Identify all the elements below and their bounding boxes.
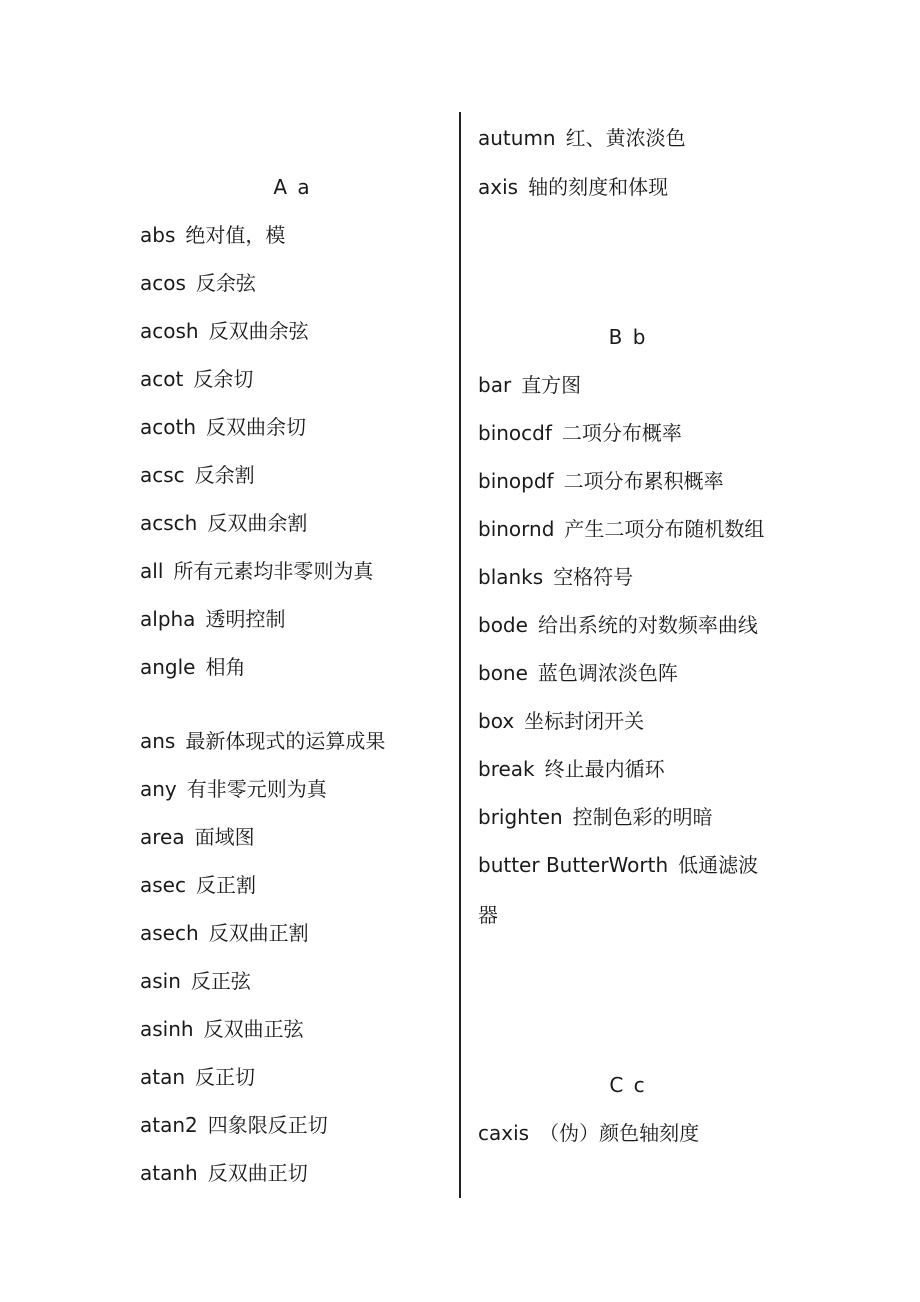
- entry-desc: 相角: [205, 655, 246, 679]
- entry-term: ans: [140, 729, 176, 753]
- entry-acsch: [140, 510, 307, 536]
- entry-desc: 空格符号: [553, 565, 634, 589]
- entry-term: bode: [478, 613, 528, 637]
- entry-desc: 反双曲正割: [208, 921, 309, 945]
- entry-term: asec: [140, 873, 186, 897]
- entry-caxis: [478, 1120, 699, 1146]
- entry-autumn: [478, 125, 686, 151]
- entry-desc: 产生二项分布随机数组: [564, 517, 765, 541]
- entry-term: acsch: [140, 511, 198, 535]
- entry-term: angle: [140, 655, 196, 679]
- entry-term: box: [478, 709, 515, 733]
- entry-term: acosh: [140, 319, 199, 343]
- entry-blanks: [478, 564, 633, 590]
- entry-term: acot: [140, 367, 184, 391]
- entry-atan2: [140, 1112, 328, 1138]
- entry-asech: [140, 920, 309, 946]
- entry-term: break: [478, 757, 535, 781]
- entry-desc: 反正割: [195, 873, 256, 897]
- entry-desc: 面域图: [194, 825, 255, 849]
- entry-ans: [140, 728, 385, 754]
- entry-asec: [140, 872, 256, 898]
- entry-acosh: [140, 318, 309, 344]
- entry-desc: 反双曲余切: [206, 415, 307, 439]
- entry-asin: [140, 968, 251, 994]
- entry-butter-continuation: 器: [478, 903, 498, 927]
- entry-term: abs: [140, 223, 176, 247]
- entry-desc: 坐标封闭开关: [524, 709, 645, 733]
- entry-acoth: [140, 414, 306, 440]
- entry-desc: 反正弦: [190, 969, 251, 993]
- entry-desc: 绝对值，模: [185, 223, 286, 247]
- entry-binopdf: [478, 468, 724, 494]
- entry-desc: 反余弦: [195, 271, 256, 295]
- entry-term: area: [140, 825, 185, 849]
- entry-box: [478, 708, 644, 734]
- entry-desc: 透明控制: [205, 607, 286, 631]
- entry-term: asin: [140, 969, 181, 993]
- entry-desc: （伪）颜色轴刻度: [539, 1121, 700, 1145]
- entry-term: acsc: [140, 463, 185, 487]
- entry-desc: 反正切: [195, 1065, 256, 1089]
- entry-any: [140, 776, 327, 802]
- entry-desc: 红、黄浓淡色: [565, 126, 686, 150]
- entry-desc: 反双曲余割: [207, 511, 308, 535]
- entry-term: alpha: [140, 607, 196, 631]
- entry-desc: 反余切: [193, 367, 254, 391]
- entry-acos: [140, 270, 256, 296]
- entry-acot: [140, 366, 253, 392]
- section-heading-b: B b: [608, 325, 648, 349]
- entry-desc: 蓝色调浓淡色阵: [537, 661, 678, 685]
- entry-term: bone: [478, 661, 528, 685]
- entry-term: atan: [140, 1065, 186, 1089]
- entry-binornd: [478, 516, 764, 542]
- entry-desc: 给出系统的对数频率曲线: [537, 613, 758, 637]
- entry-term: bar: [478, 373, 512, 397]
- entry-bode: [478, 612, 758, 638]
- entry-binocdf: [478, 420, 682, 446]
- entry-bone: [478, 660, 678, 686]
- entry-desc: 反双曲余弦: [208, 319, 309, 343]
- entry-term: all: [140, 559, 164, 583]
- entry-term: any: [140, 777, 177, 801]
- entry-desc: 反余割: [194, 463, 255, 487]
- column-divider: [459, 112, 461, 1198]
- entry-desc: 控制色彩的明暗: [572, 805, 713, 829]
- entry-desc: 反双曲正切: [207, 1161, 308, 1185]
- entry-atan: [140, 1064, 255, 1090]
- entry-term: butter ButterWorth: [478, 853, 669, 877]
- entry-desc: 轴的刻度和体现: [528, 175, 669, 199]
- entry-desc: 四象限反正切: [207, 1113, 328, 1137]
- entry-term: atanh: [140, 1161, 198, 1185]
- entry-brighten: [478, 804, 713, 830]
- entry-asinh: [140, 1016, 304, 1042]
- entry-desc: 所有元素均非零则为真: [173, 559, 374, 583]
- entry-term: asinh: [140, 1017, 194, 1041]
- entry-term: acos: [140, 271, 186, 295]
- entry-term: binornd: [478, 517, 555, 541]
- entry-term: brighten: [478, 805, 563, 829]
- entry-acsc: [140, 462, 255, 488]
- section-heading-a: A a: [273, 175, 312, 199]
- entry-term: autumn: [478, 126, 556, 150]
- entry-term: asech: [140, 921, 199, 945]
- entry-axis: [478, 174, 668, 200]
- entry-angle: [140, 654, 246, 680]
- entry-desc: 二项分布累积概率: [563, 469, 724, 493]
- entry-butter: [478, 852, 758, 878]
- entry-term: binocdf: [478, 421, 552, 445]
- entry-all: [140, 558, 373, 584]
- entry-desc: 直方图: [521, 373, 582, 397]
- entry-term: atan2: [140, 1113, 198, 1137]
- entry-desc: 二项分布概率: [561, 421, 682, 445]
- entry-area: [140, 824, 255, 850]
- entry-desc: 有非零元则为真: [186, 777, 327, 801]
- entry-desc: 反双曲正弦: [203, 1017, 304, 1041]
- entry-desc: 终止最内循环: [544, 757, 665, 781]
- entry-term: caxis: [478, 1121, 530, 1145]
- entry-desc: 最新体现式的运算成果: [185, 729, 386, 753]
- entry-break: [478, 756, 665, 782]
- section-heading-c: C c: [609, 1073, 647, 1097]
- entry-atanh: [140, 1160, 308, 1186]
- entry-bar: [478, 372, 581, 398]
- entry-term: acoth: [140, 415, 197, 439]
- entry-alpha: [140, 606, 285, 632]
- entry-desc: 低通滤波: [678, 853, 759, 877]
- entry-term: axis: [478, 175, 519, 199]
- entry-term: blanks: [478, 565, 544, 589]
- entry-term: binopdf: [478, 469, 554, 493]
- entry-abs: [140, 222, 285, 248]
